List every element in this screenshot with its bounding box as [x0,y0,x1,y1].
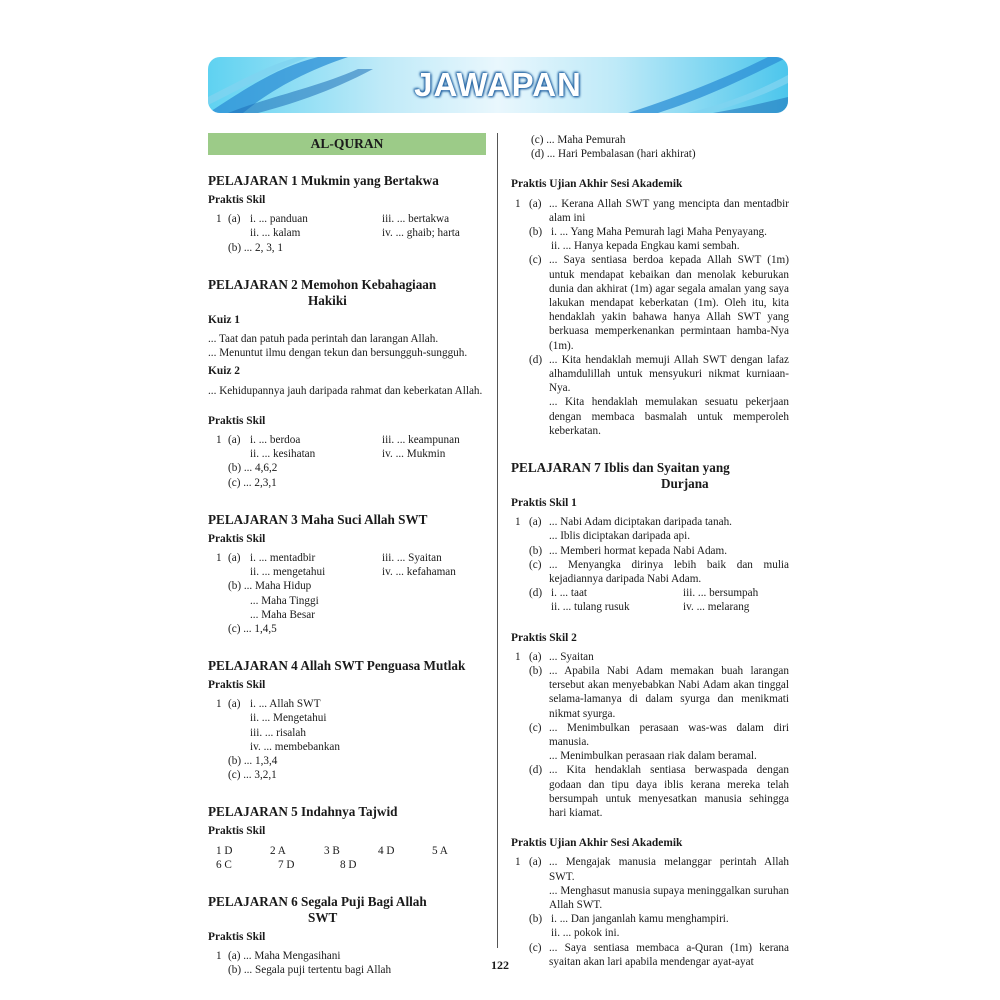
answer-text: i. ... taat [551,587,588,600]
part-label: (a) [529,516,542,529]
page-number: 122 [491,958,509,972]
answer-text: ... Saya sentiasa membaca a-Quran (1m) kerana syaitan akan lari apabila mendengar ayat-ayat [549,941,789,968]
part-label: (a) [228,551,241,564]
answer-text: (d) ... Hari Pembalasan (hari akhirat) [531,148,696,161]
answer-text: ... Memberi hormat kepada Nabi Adam. [549,544,728,557]
lesson-title-line: SWT [308,910,338,925]
answer-line [511,855,789,883]
banner-title: JAWAPAN [414,66,582,103]
answer-line [208,608,486,622]
part-label: (c) [529,941,542,954]
answer-text: (c) ... 3,2,1 [228,769,277,782]
answer-text: iii. ... bersumpah [683,587,759,600]
answer-text: ... Kita hendaklah sentiasa berwaspada dengan godaan dan tipu daya iblis kerana mereka telah bersumpah untuk menyesatkan manusia sehingga hari kiamat. [549,764,789,819]
quiz-title: Kuiz 2 [208,365,240,378]
question-number: 1 [216,551,222,564]
answer-line [208,740,486,754]
question-number: 1 [515,650,521,663]
question-number: 1 [216,950,222,963]
answer-text: ... Nabi Adam diciptakan daripada tanah. [549,516,732,529]
lesson-title: PELAJARAN 5 Indahnya Tajwid [208,804,398,820]
question-number: 1 [515,197,521,210]
answer-line [208,551,486,565]
answer-text: i. ... berdoa [250,433,301,446]
answer-line [208,754,486,768]
answer-text: iii. ... bertakwa [382,213,450,226]
answer-text: (b) ... 4,6,2 [228,462,278,475]
answer-text: ... Menimbulkan perasaan riak dalam beramal. [549,750,757,763]
mcq-answer: 5 A [432,844,448,857]
answer-line [511,239,789,253]
answer-text: (b) ... 2, 3, 1 [228,241,283,254]
subsection-title: Praktis Skil [208,825,266,838]
part-label: (a) [228,433,241,446]
lesson-title [511,460,789,492]
answer-text: iv. ... kefahaman [382,566,456,579]
answer-line [208,594,486,608]
answer-text: ... Maha Tinggi [250,594,319,607]
answer-text: ... Menimbulkan perasaan was-was dalam diri manusia. [549,721,789,748]
part-label: (b) [529,913,543,926]
answer-line: ... Menuntut ilmu dengan tekun dan bersungguh-sungguh. [208,347,468,360]
part-label: (c) [529,558,542,571]
answer-line [511,884,789,912]
answer-text: ii. ... mengetahui [250,566,326,579]
answer-text: ... Kerana Allah SWT yang mencipta dan mentadbir alam ini [549,197,789,224]
answer-text: ii. ... kalam [250,227,301,240]
subsection-title: Praktis Skil [208,679,266,692]
part-label: (b) [529,225,543,238]
part-label: (b) [529,664,543,677]
lesson-title-line: PELAJARAN 7 Iblis dan Syaitan yang [511,460,730,475]
answer-text: ... Iblis diciptakan daripada api. [549,530,691,543]
answer-text: iii. ... keampunan [382,433,460,446]
question-number: 1 [216,433,222,446]
answer-line [208,241,486,255]
answer-text: ... Menghasut manusia supaya meninggalkan suruhan Allah SWT. [549,884,789,911]
answer-line [511,395,789,438]
answer-text: ii. ... pokok ini. [551,927,620,940]
answer-text: ii. ... Hanya kepada Engkau kami sembah. [551,240,740,253]
answer-line [511,529,789,543]
column-divider [497,133,498,948]
mcq-answer: 6 C [216,858,232,871]
subsection-title: Praktis Skil 1 [511,497,577,509]
part-label: (a) [228,213,241,226]
answer-line [511,749,789,763]
part-label: (d) [529,353,543,366]
answer-text: iii. ... Syaitan [382,551,442,564]
answer-line [511,225,789,239]
answer-text: ii. ... tulang rusuk [551,601,630,614]
answer-line [511,253,789,352]
answer-line: ... Taat dan patuh pada perintah dan larangan Allah. [208,332,439,345]
answer-text: (c) ... 1,4,5 [228,622,277,635]
answer-line [208,622,486,636]
part-label: (c) [529,254,542,267]
answer-text: (b) ... Maha Hidup [228,580,312,593]
answer-line [511,926,789,940]
answer-line [208,433,486,447]
answer-line [208,447,486,461]
part-label: (d) [529,587,543,600]
answer-line [208,212,486,226]
part-label: (a) [529,650,542,663]
answer-line [511,515,789,529]
answer-line [208,726,486,740]
lesson-title-line: Durjana [661,476,709,491]
mcq-row [208,844,486,858]
answer-line [511,197,789,225]
answer-line [208,579,486,593]
answer-text: i. ... Yang Maha Pemurah lagi Maha Penyayang. [551,225,767,238]
answer-line [511,133,789,147]
answer-text: i. ... Dan janganlah kamu menghampiri. [551,913,729,926]
answer-line [208,384,486,398]
quiz-title: Kuiz 1 [208,313,240,326]
answer-text: ... Maha Besar [250,608,315,621]
answer-text: i. ... mentadbir [250,551,316,564]
question-number: 1 [216,698,222,711]
lesson-title [208,894,486,926]
answer-line [208,461,486,475]
answer-text: ii. ... kesihatan [250,448,316,461]
answer-line [511,147,789,161]
title-banner [208,57,788,113]
lesson-title-line: PELAJARAN 2 Memohon Kebahagiaan [208,276,437,292]
left-column [208,133,486,978]
subsection-title: Praktis Ujian Akhir Sesi Akademik [511,178,683,191]
lesson-title-line: Hakiki [308,292,347,308]
lesson-title: PELAJARAN 4 Allah SWT Penguasa Mutlak [208,658,466,674]
lesson-title: PELAJARAN 1 Mukmin yang Bertakwa [208,173,439,188]
subsection-title: Praktis Skil [208,931,266,943]
subsection-title: Praktis Skil [208,532,266,545]
question-number: 1 [216,213,222,226]
subsection-title: Praktis Ujian Akhir Sesi Akademik [511,837,683,850]
answer-text: iv. ... membebankan [250,740,340,753]
answer-line [208,476,486,490]
answer-line [208,565,486,579]
section-header: AL-QURAN [208,133,486,155]
answer-line [511,912,789,926]
answer-line [511,558,789,586]
mcq-answer: 8 D [340,858,357,871]
answer-text: iv. ... Mukmin [382,448,446,461]
answer-text: ... Syaitan [549,650,594,663]
answer-line [511,721,789,749]
answer-text: (c) ... Maha Pemurah [531,134,626,146]
question-number: 1 [515,856,521,869]
answer-line [511,664,789,721]
answer-line [511,763,789,820]
answer-text: (b) ... Segala puji tertentu bagi Allah [228,964,392,977]
subsection-title: Praktis Skil [208,194,266,206]
answer-line [511,586,789,600]
answer-line [511,600,789,614]
subsection-title: Praktis Skil [208,414,266,427]
answer-text: ... Kita hendaklah memulakan sesuatu pekerjaan dengan membaca basmalah untuk memperoleh keberkatan. [549,396,789,437]
right-column [511,133,789,969]
part-label: (d) [529,764,543,777]
part-label: (a) [529,197,542,210]
mcq-row [208,858,486,872]
part-label: (b) [529,544,543,557]
answer-text: ... Menyangka dirinya lebih baik dan mulia kejadiannya daripada Nabi Adam. [549,558,789,585]
answer-text: i. ... panduan [250,213,308,226]
answer-line [208,697,486,711]
answer-text: i. ... Allah SWT [250,698,321,711]
answer-text: ... Mengajak manusia melanggar perintah Allah SWT. [549,856,789,883]
mcq-answer: 7 D [278,858,295,871]
mcq-answer: 4 D [378,844,395,857]
answer-text: (a) ... Maha Mengasihani [228,950,341,963]
answer-line [208,226,486,240]
answer-text: ... Apabila Nabi Adam memakan buah larangan tersebut akan menyebabkan Nabi Adam akan tinggal selama-lamanya di dalam syurga dan menikmati nikmat syurga. [549,664,789,720]
part-label: (a) [529,856,542,869]
answer-line [511,544,789,558]
lesson-title-line: PELAJARAN 6 Segala Puji Bagi Allah [208,894,427,909]
answer-line [511,650,789,664]
mcq-answer: 2 A [270,844,286,857]
question-number: 1 [515,516,521,529]
answer-text: ... Saya sentiasa berdoa kepada Allah SWT (1m) untuk mendapat kebaikan dan menolak keburukan dunia dan akhirat (1m) agar segala amalan yang saya lakukan mendapat keberkatan (1m). Oleh itu, kita hendaklah yakin bahawa hanya Allah SWT yang berkuasa memperkenankan permintaan hamba-Nya (1m). [549,254,789,352]
answer-text: ... Kehidupannya jauh daripada rahmat dan keberkatan Allah. [208,384,483,397]
subsection-title: Praktis Skil 2 [511,631,577,644]
answer-text: iv. ... ghaib; harta [382,227,460,240]
answer-line [208,768,486,782]
answer-text: (c) ... 2,3,1 [228,476,277,489]
answer-text: ... Kita hendaklah memuji Allah SWT dengan lafaz alhamdulillah untuk mensyukuri nikmat kurniaan-Nya. [549,353,789,395]
part-label: (c) [529,721,542,734]
answer-line [208,711,486,725]
answer-text: (b) ... 1,3,4 [228,755,278,768]
mcq-answer: 3 B [324,844,340,857]
answer-line [511,353,789,396]
part-label: (a) [228,698,241,711]
answer-text: iv. ... melarang [683,601,750,614]
answer-text: ii. ... Mengetahui [250,712,327,725]
lesson-title: PELAJARAN 3 Maha Suci Allah SWT [208,511,428,527]
lesson-title [208,277,486,309]
answer-text: iii. ... risalah [250,726,306,739]
mcq-answer: 1 D [216,844,233,857]
